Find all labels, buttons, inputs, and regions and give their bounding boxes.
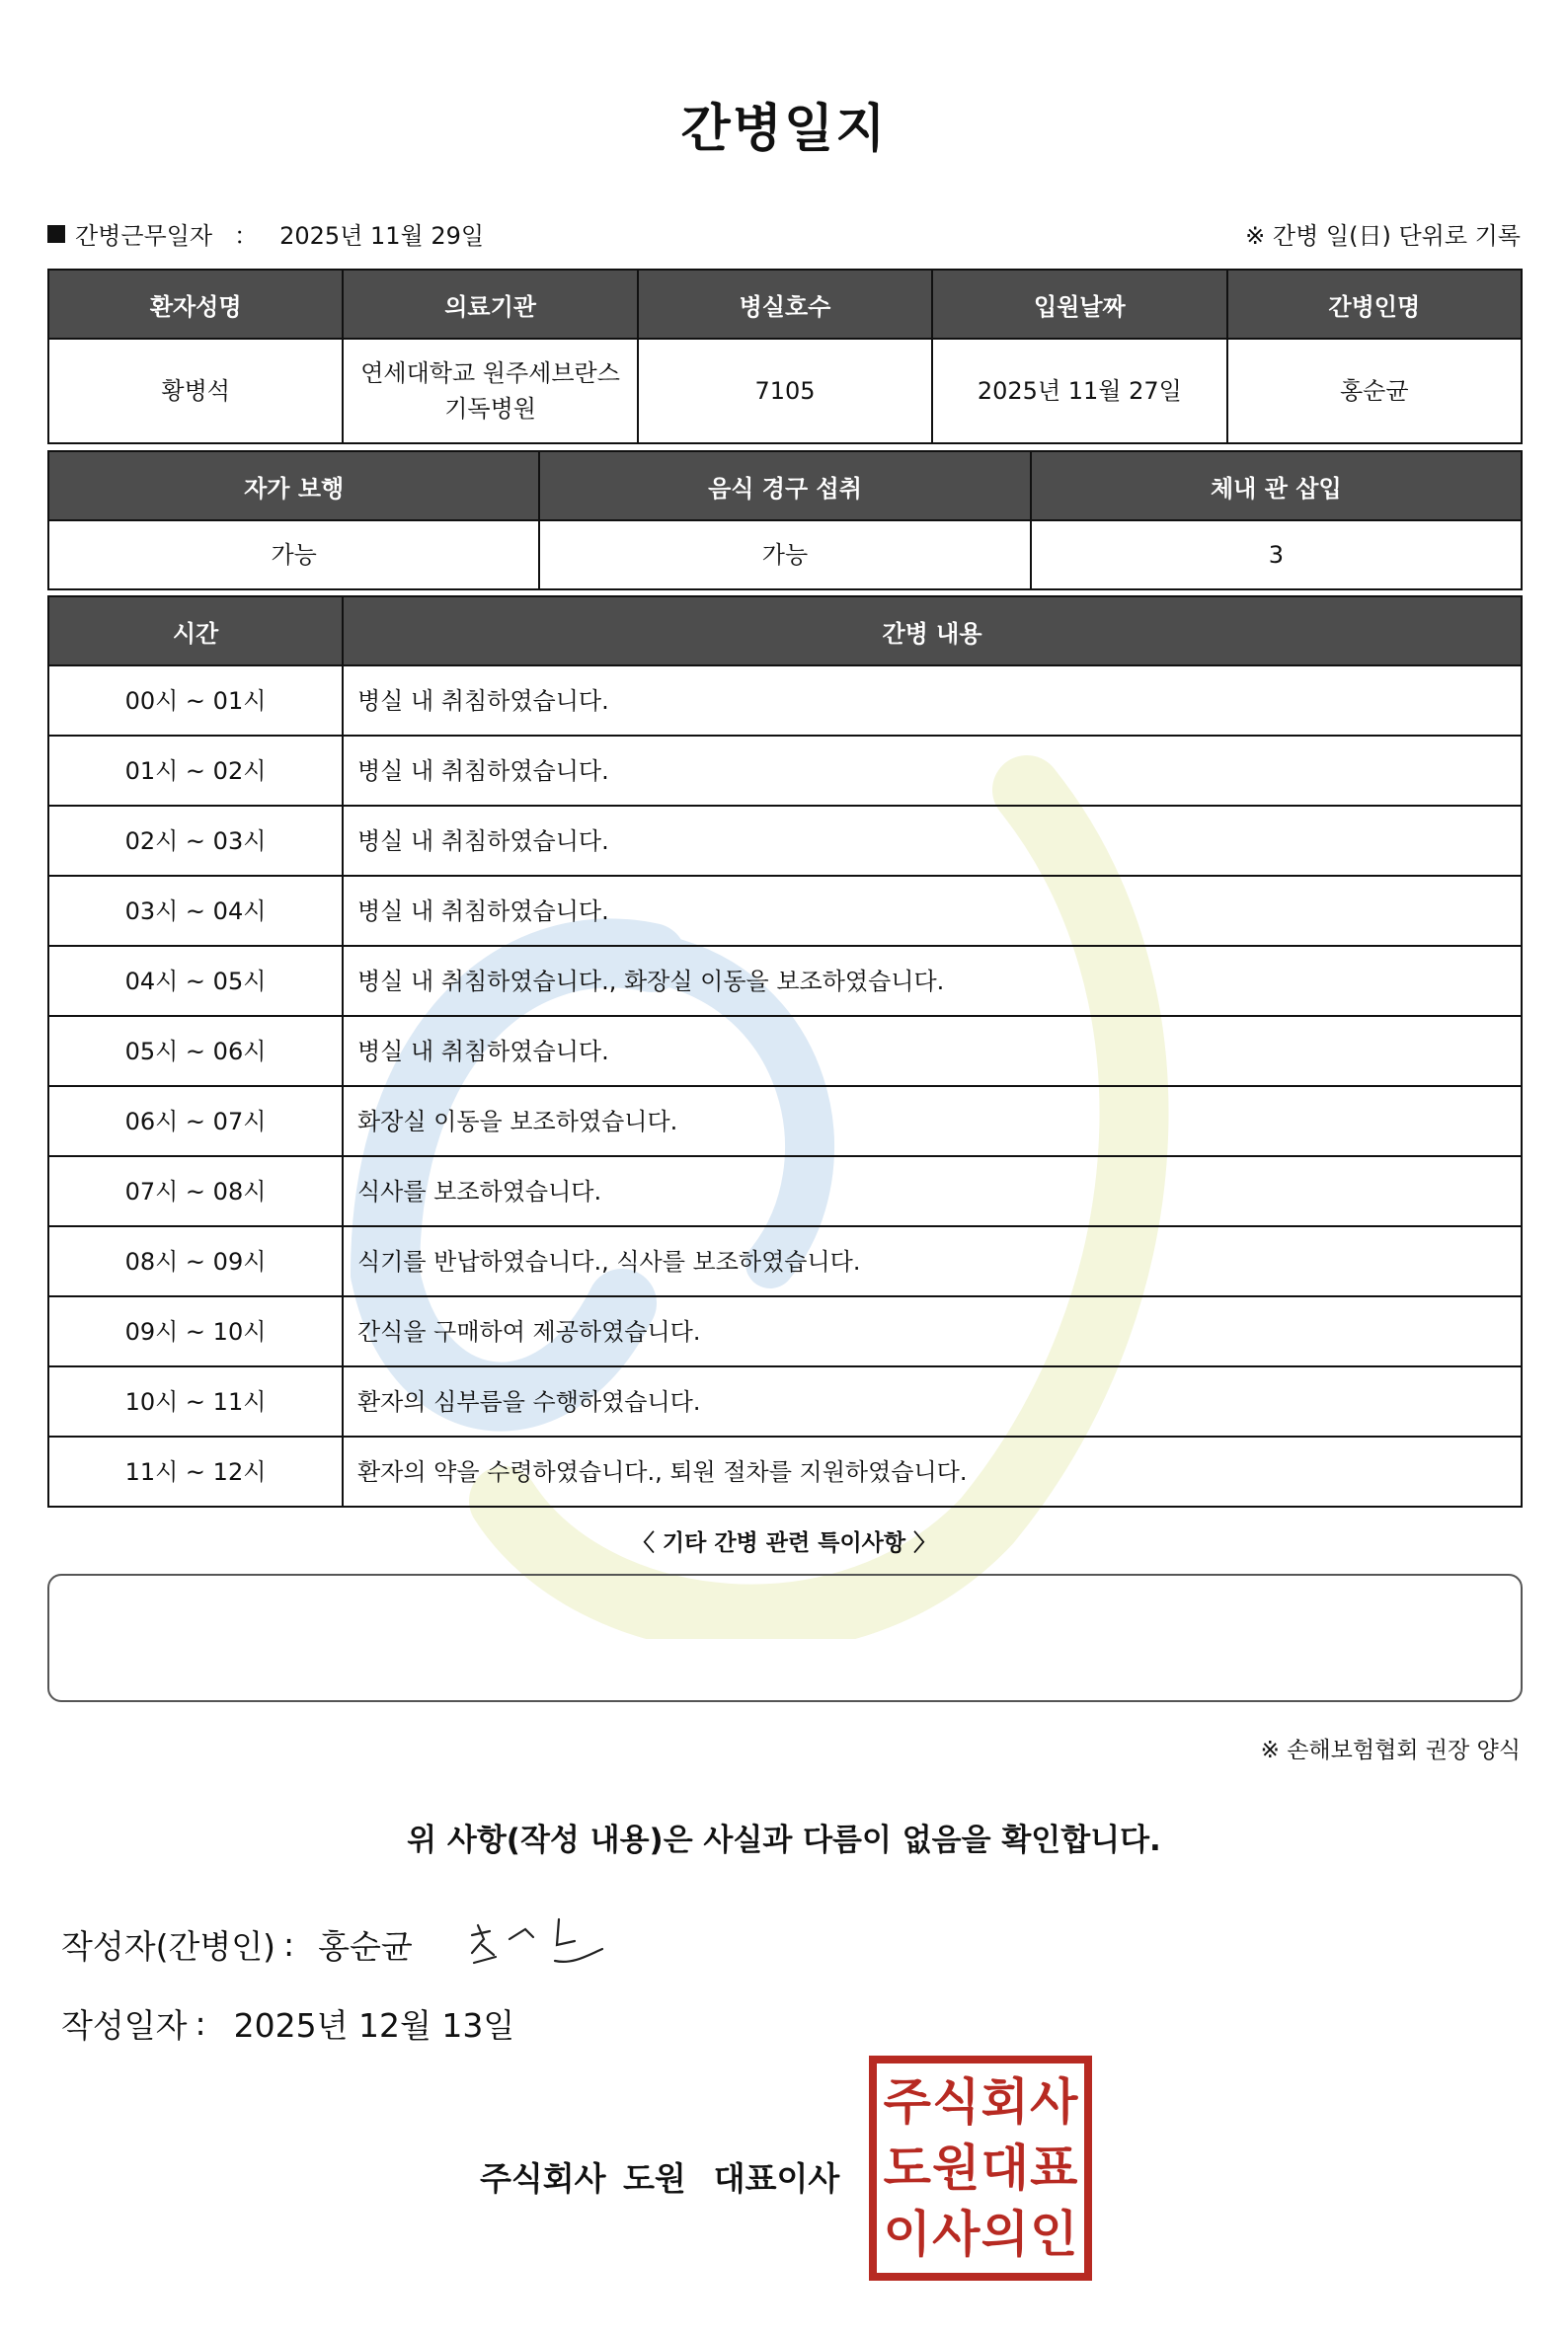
content-cell: 병실 내 취침하였습니다. — [343, 876, 1522, 946]
seal-character: 표 — [1030, 2139, 1078, 2197]
table-row — [48, 1086, 1522, 1156]
header-hospital: 의료기관 — [343, 270, 637, 339]
room-cell: 7105 — [638, 339, 932, 443]
seal-character: 인 — [1030, 2205, 1078, 2263]
company-title: 대표이사 — [713, 2159, 840, 2198]
header-care-content: 간병 내용 — [343, 596, 1522, 665]
header-caregiver: 간병인명 — [1227, 270, 1522, 339]
seal-character: 식 — [932, 2073, 980, 2132]
table-row — [48, 1226, 1522, 1296]
header-room: 병실호수 — [638, 270, 932, 339]
content-cell: 병실 내 취침하였습니다. — [343, 1016, 1522, 1086]
header-admission-date: 입원날짜 — [932, 270, 1226, 339]
company-signature-line — [480, 2153, 839, 2200]
table-row — [48, 946, 1522, 1016]
patient-info-table — [47, 269, 1523, 444]
time-cell: 05시 ~ 06시 — [48, 1016, 343, 1086]
written-date-row — [61, 2000, 514, 2047]
seal-character: 사 — [932, 2205, 980, 2263]
written-date-colon: : — [195, 2004, 206, 2043]
time-cell: 07시 ~ 08시 — [48, 1156, 343, 1226]
oral-intake-cell: 가능 — [539, 520, 1030, 589]
time-cell: 11시 ~ 12시 — [48, 1437, 343, 1507]
seal-character: 사 — [1030, 2073, 1078, 2132]
written-date-label: 작성일자 — [61, 2006, 188, 2045]
table-row — [48, 806, 1522, 876]
work-date-value: 2025년 11월 29일 — [279, 222, 485, 250]
content-cell: 간식을 구매하여 제공하였습니다. — [343, 1296, 1522, 1366]
table-row — [48, 1156, 1522, 1226]
work-date-colon: ： — [234, 222, 259, 250]
company-name: 주식회사 도원 — [480, 2159, 686, 2198]
record-note: ※ 간병 일(日) 단위로 기록 — [1245, 222, 1521, 250]
handwritten-signature — [464, 1906, 612, 1975]
content-cell: 환자의 약을 수령하였습니다., 퇴원 절차를 지원하였습니다. — [343, 1437, 1522, 1507]
table-row — [48, 665, 1522, 736]
time-cell: 04시 ~ 05시 — [48, 946, 343, 1016]
seal-character: 회 — [980, 2073, 1029, 2132]
care-log-header-row — [48, 596, 1522, 665]
header-oral-intake: 음식 경구 섭취 — [539, 451, 1030, 520]
remarks-box — [47, 1574, 1523, 1702]
written-date-value: 2025년 12월 13일 — [233, 2006, 515, 2045]
hospital-line-1: 연세대학교 원주세브란스 — [360, 359, 620, 387]
patient-info-header-row — [48, 270, 1522, 339]
care-log-table — [47, 595, 1523, 1508]
table-row — [48, 1296, 1522, 1366]
form-source-note: ※ 손해보험협회 권장 양식 — [1260, 1738, 1521, 1763]
table-row — [48, 1437, 1522, 1507]
time-cell: 06시 ~ 07시 — [48, 1086, 343, 1156]
seal-character: 이 — [883, 2205, 931, 2263]
patient-info-value-row — [48, 339, 1522, 443]
content-cell: 화장실 이동을 보조하였습니다. — [343, 1086, 1522, 1156]
hospital-line-2: 기독병원 — [444, 395, 536, 423]
patient-name-cell: 황병석 — [48, 339, 343, 443]
status-value-row — [48, 520, 1522, 589]
table-row — [48, 736, 1522, 806]
table-row — [48, 1366, 1522, 1437]
content-cell: 병실 내 취침하였습니다. — [343, 806, 1522, 876]
seal-character: 대 — [980, 2139, 1029, 2197]
header-patient-name: 환자성명 — [48, 270, 343, 339]
time-cell: 03시 ~ 04시 — [48, 876, 343, 946]
time-cell: 02시 ~ 03시 — [48, 806, 343, 876]
content-cell: 병실 내 취침하였습니다. — [343, 736, 1522, 806]
content-cell: 식사를 보조하였습니다. — [343, 1156, 1522, 1226]
seal-character-grid — [883, 2069, 1078, 2267]
work-date-label: 간병근무일자 — [75, 222, 213, 250]
square-bullet-icon — [47, 225, 65, 243]
table-row — [48, 1016, 1522, 1086]
time-cell: 09시 ~ 10시 — [48, 1296, 343, 1366]
time-cell: 00시 ~ 01시 — [48, 665, 343, 736]
seal-character: 원 — [932, 2139, 980, 2197]
time-cell: 01시 ~ 02시 — [48, 736, 343, 806]
content-cell: 환자의 심부름을 수행하였습니다. — [343, 1366, 1522, 1437]
header-time: 시간 — [48, 596, 343, 665]
writer-name: 홍순균 — [318, 1927, 413, 1966]
tube-insertion-cell: 3 — [1031, 520, 1522, 589]
remarks-title: 〈 기타 간병 관련 특이사항 〉 — [631, 1530, 937, 1556]
time-cell: 08시 ~ 09시 — [48, 1226, 343, 1296]
content-cell: 식기를 반납하였습니다., 식사를 보조하였습니다. — [343, 1226, 1522, 1296]
seal-character: 주 — [883, 2073, 931, 2132]
content-cell: 병실 내 취침하였습니다., 화장실 이동을 보조하였습니다. — [343, 946, 1522, 1016]
header-self-walking: 자가 보행 — [48, 451, 539, 520]
caregiver-cell: 홍순균 — [1227, 339, 1522, 443]
writer-colon: : — [283, 1925, 295, 1964]
writer-label: 작성자(간병인) — [61, 1927, 276, 1966]
hospital-cell — [343, 339, 637, 443]
work-date-row — [47, 216, 484, 251]
confirmation-statement: 위 사항(작성 내용)은 사실과 다름이 없음을 확인합니다. — [407, 1823, 1161, 1858]
header-tube-insertion: 체내 관 삽입 — [1031, 451, 1522, 520]
company-seal-stamp — [869, 2056, 1092, 2281]
time-cell: 10시 ~ 11시 — [48, 1366, 343, 1437]
seal-character: 의 — [980, 2205, 1029, 2263]
document-title: 간병일지 — [680, 100, 888, 159]
writer-row — [61, 1921, 413, 1968]
self-walking-cell: 가능 — [48, 520, 539, 589]
status-header-row — [48, 451, 1522, 520]
patient-status-table — [47, 450, 1523, 590]
admission-date-cell: 2025년 11월 27일 — [932, 339, 1226, 443]
content-cell: 병실 내 취침하였습니다. — [343, 665, 1522, 736]
seal-character: 도 — [883, 2139, 931, 2197]
table-row — [48, 876, 1522, 946]
